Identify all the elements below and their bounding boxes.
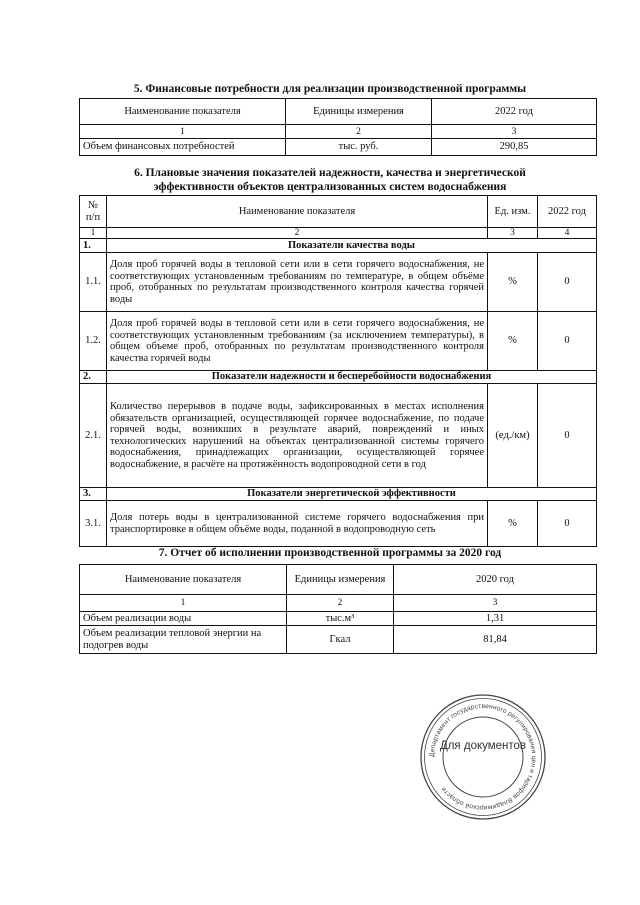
row-number: 2.1.: [80, 384, 107, 488]
value-cell: 1,31: [394, 612, 597, 626]
svg-text:Департамент государственного р: [429, 703, 537, 811]
indicator-name: Объем реализации воды: [80, 612, 287, 626]
indicator-name: Объем финансовых потребностей: [80, 139, 286, 156]
value-cell: 81,84: [394, 626, 597, 654]
number-cell: 4: [538, 228, 597, 239]
unit-cell: тыс.м³: [287, 612, 394, 626]
table-number-row: [80, 125, 597, 139]
group-number: 2.: [80, 371, 107, 384]
header-cell: 2022 год: [538, 196, 597, 228]
value-cell: 0: [538, 253, 597, 312]
group-row: [80, 488, 597, 501]
table-row: [80, 253, 597, 312]
header-cell: Наименование показателя: [80, 565, 287, 595]
indicator-name: Количество перерывов в подаче воды, зафиксированных в местах исполнения обязательств организацией, осуществляющей горячее водоснабжение, по подаче горячей воды, возникших в результате аварий, повреждений и иных технологических нарушений на объектах централизованной системы горячего водоснабжения, принадлежащих организации, осуществляющей горячее водоснабжение, в расчёте на протяжённость водопроводной сети в год: [107, 384, 488, 488]
row-number: 1.1.: [80, 253, 107, 312]
number-cell: 3: [488, 228, 538, 239]
number-cell: 2: [286, 125, 432, 139]
group-row: [80, 239, 597, 253]
table-row: [80, 312, 597, 371]
table-header-row: [80, 565, 597, 595]
table-row: [80, 626, 597, 654]
header-cell: Ед. изм.: [488, 196, 538, 228]
indicator-name: Доля потерь воды в централизованной системе горячего водоснабжения при транспортировке в общем объёме воды, поданной в водопроводную сеть: [107, 501, 488, 547]
table-header-row: [80, 196, 597, 228]
group-name: Показатели энергетической эффективности: [107, 488, 597, 501]
section5-table: [79, 98, 597, 156]
number-cell: 3: [432, 125, 597, 139]
unit-cell: Гкал: [287, 626, 394, 654]
group-number: 3.: [80, 488, 107, 501]
row-number: 3.1.: [80, 501, 107, 547]
number-cell: 1: [80, 228, 107, 239]
table-number-row: [80, 595, 597, 612]
header-cell: № п/п: [80, 196, 107, 228]
number-cell: 2: [287, 595, 394, 612]
table-row: [80, 612, 597, 626]
number-cell: 1: [80, 595, 287, 612]
table-row: [80, 139, 597, 156]
section6-title-line1: 6. Плановые значения показателей надежности, качества и энергетической: [134, 167, 526, 179]
group-number: 1.: [80, 239, 107, 253]
table-number-row: [80, 228, 597, 239]
header-cell: Наименование показателя: [107, 196, 488, 228]
unit-cell: %: [488, 501, 538, 547]
unit-cell: %: [488, 253, 538, 312]
number-cell: 1: [80, 125, 286, 139]
group-name: Показатели надежности и бесперебойности водоснабжения: [107, 371, 597, 384]
stamp-ring-graphic: [418, 692, 548, 822]
table-row: [80, 384, 597, 488]
section6-title-line2: эффективности объектов централизованных систем водоснабжения: [153, 181, 507, 193]
value-cell: 0: [538, 501, 597, 547]
section6-table: [79, 195, 597, 547]
number-cell: 2: [107, 228, 488, 239]
header-cell: 2022 год: [432, 99, 597, 125]
indicator-name: Доля проб горячей воды в тепловой сети или в сети горячего водоснабжения, не соответствующих установленным требованиям по температуре, в общем объёме проб, отобранных по результатам производственного контроля качества горячей воды: [107, 253, 488, 312]
number-cell: 3: [394, 595, 597, 612]
value-cell: 0: [538, 312, 597, 371]
header-cell: Единицы измерения: [287, 565, 394, 595]
row-number: 1.2.: [80, 312, 107, 371]
group-row: [80, 371, 597, 384]
table-header-row: [80, 99, 597, 125]
value-cell: 290,85: [432, 139, 597, 156]
section7-table: [79, 564, 597, 654]
header-cell: 2020 год: [394, 565, 597, 595]
indicator-name: Доля проб горячей воды в тепловой сети или в сети горячего водоснабжения, не соответствующих установленным требованиям (за исключением температуры), в общем объеме проб, отобранных по результатам производственного контроля качества горячей воды: [107, 312, 488, 371]
unit-cell: тыс. руб.: [286, 139, 432, 156]
section5-title: 5. Финансовые потребности для реализации производственной программы: [133, 83, 527, 95]
group-name: Показатели качества воды: [107, 239, 597, 253]
stamp-ring-text: Департамент государственного регулирования цен и тарифов Владимирской области: [428, 702, 538, 812]
unit-cell: %: [488, 312, 538, 371]
round-stamp: [418, 692, 548, 822]
header-cell: Единицы измерения: [286, 99, 432, 125]
indicator-name: Объем реализации тепловой энергии на подогрев воды: [80, 626, 287, 654]
value-cell: 0: [538, 384, 597, 488]
stamp-center-text: Для документов: [439, 740, 527, 752]
section7-title: 7. Отчет об исполнении производственной программы за 2020 год: [158, 547, 502, 559]
table-row: [80, 501, 597, 547]
unit-cell: (ед./км): [488, 384, 538, 488]
header-cell: Наименование показателя: [80, 99, 286, 125]
